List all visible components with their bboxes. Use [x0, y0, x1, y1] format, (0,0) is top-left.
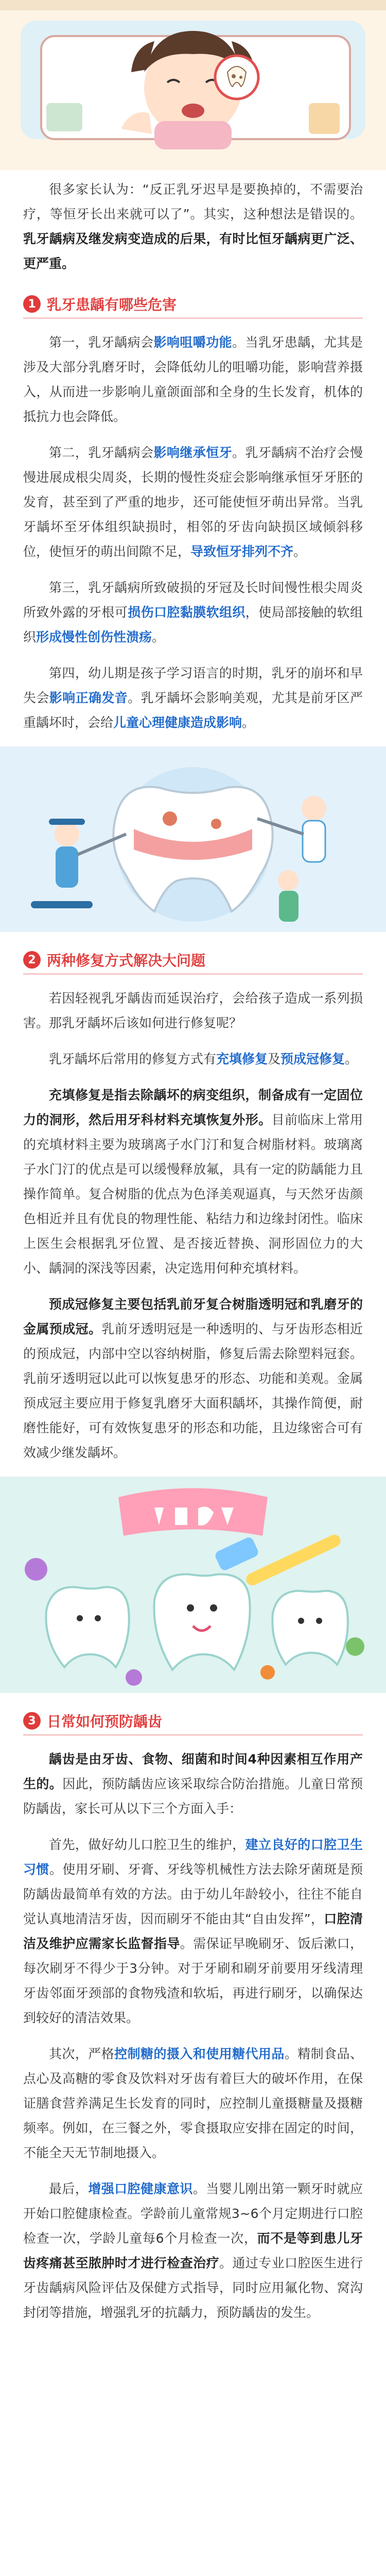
text: 。乳牙龋病不治疗会慢慢进展成根尖周炎，长期的慢性炎症会影响继承恒牙牙胚的发育，甚至到了严重的地步，还可能使恒牙萌出异常。当乳牙龋坏至牙体组织缺损时，相邻的牙齿向缺损区域倾斜移位，使恒牙的萌出间隙不足， [23, 445, 363, 559]
section-number-badge: 2 [23, 951, 41, 969]
intro-text: 很多家长认为：“反正乳牙迟早是要换掉的，不需要治疗，等恒牙长出来就可以了”。其实，这种想法是错误的。 [23, 182, 363, 222]
section-number-badge: 3 [23, 1712, 41, 1730]
highlight: 影响继承恒牙 [153, 445, 233, 460]
text: 第二，乳牙龋病会 [49, 445, 154, 460]
text: ，使局部接触的软组织 [23, 605, 363, 645]
repair-paragraph-3 [23, 1083, 363, 1281]
text: 因此，预防龋齿应该采取综合防治措施。儿童日常预防龋齿，家长可从以下三个方面入手： [23, 1776, 363, 1816]
text: 第三，乳牙龋病所致破损的牙冠及长时间慢性根尖周炎所致外露的牙根可 [23, 580, 363, 620]
prevention-paragraph-4 [23, 2177, 363, 2325]
highlight: 损伤口腔黏膜软组织 [128, 605, 245, 620]
intro-paragraph [23, 177, 363, 276]
text: 。乳牙龋坏会影响美观，尤其是前牙区严重龋坏时，会给 [23, 690, 363, 730]
text: 第四，幼儿期是孩子学习语言的时期，乳牙的崩坏和早失会 [23, 666, 363, 705]
text: 。 [345, 1052, 358, 1066]
section-number-badge: 1 [23, 295, 41, 313]
text: 。精制食品、点心及高糖的零食及饮料对牙齿有着巨大的破坏作用，在保证膳食营养满足生长发育的同时，应控制儿童摄糖量及摄糖频率。例如，在三餐之外，零食摄取应安排在固定的时间，不能全天无节制地摄入。 [23, 2046, 363, 2160]
text: 。通过专业口腔医生进行牙齿龋病风险评估及保健方式指导，同时应用氟化物、窝沟封闭等措施，增强乳牙的抗龋力，预防龋齿的发生。 [23, 2256, 363, 2320]
text: 。当婴儿刚出第一颗牙时就应开始口腔健康检查。学龄前儿童常规3~6个月定期进行口腔检查一次，学龄儿童每6个月检查一次， [23, 2181, 363, 2246]
highlight: 影响咀嚼功能 [153, 335, 233, 350]
text: 乳牙龋坏后常用的修复方式有 [49, 1052, 217, 1066]
harm-paragraph-4 [23, 661, 363, 735]
child-toothache-illustration [0, 0, 386, 170]
text: 第一，乳牙龋病会 [49, 335, 154, 350]
emphasis: 预成冠修复主要包括乳前牙复合树脂透明冠和乳磨牙的金属预成冠。 [23, 1297, 363, 1336]
text: 首先，做好幼儿口腔卫生的维护， [49, 1837, 245, 1852]
emphasis: 而不是等到患儿牙齿疼痛甚至脓肿时才进行检查治疗 [23, 2231, 363, 2270]
prevention-paragraph-2 [23, 1833, 363, 2030]
text: 。使用牙刷、牙膏、牙线等机械性方法去除牙菌斑是预防龋齿最简单有效的方法。由于幼儿年龄较小，往往不能自觉认真地清洁牙齿，因而刷牙不能由其“自由发挥”， [23, 1862, 363, 1926]
dentists-tooth-illustration [0, 747, 386, 932]
intro-emphasis: 乳牙龋病及继发病变造成的后果，有时比恒牙龋病更广泛、更严重。 [23, 231, 363, 271]
text: 。 [293, 544, 307, 559]
text: 其次，严格 [49, 2046, 115, 2061]
section-1-heading [23, 294, 363, 319]
highlight: 导致恒牙排列不齐 [190, 544, 294, 559]
highlight: 充填修复 [216, 1052, 268, 1066]
emphasis: 龋齿是由牙齿、食物、细菌和时间4种因素相互作用产生的。 [23, 1752, 363, 1791]
text: 最后， [49, 2181, 89, 2196]
text: 。 [152, 630, 165, 645]
prevention-paragraph-1 [23, 1747, 363, 1821]
text: 。需保证早晚刷牙、饭后漱口，每次刷牙不得少于3分钟。对于牙刷和刷牙前要用牙线清理牙齿邻面牙颈部的食物残渣和软垢，再进行刷牙，以确保达到较好的清洁效果。 [23, 1936, 363, 2025]
repair-paragraph-4 [23, 1292, 363, 1465]
repair-paragraph-1 [23, 986, 363, 1036]
harm-paragraph-3 [23, 575, 363, 650]
section-1-title: 乳牙患龋有哪些危害 [47, 296, 177, 313]
highlight: 形成慢性创伤性溃疡 [36, 630, 152, 645]
text: 。 [242, 715, 255, 730]
text: 。当乳牙患龋，尤其是涉及大部分乳磨牙时，会降低幼儿的咀嚼功能，影响营养摄入，从而进一步影响儿童颌面部和全身的生长发育，机体的抵抗力也会降低。 [23, 335, 363, 424]
section-2-title: 两种修复方式解决大问题 [47, 952, 206, 969]
highlight: 预成冠修复 [280, 1052, 345, 1066]
section-3-heading [23, 1710, 363, 1736]
repair-paragraph-2 [23, 1047, 363, 1072]
harm-paragraph-1 [23, 330, 363, 429]
highlight: 影响正确发音 [49, 690, 128, 705]
highlight: 建立良好的口腔卫生习惯 [23, 1837, 363, 1877]
prevention-paragraph-3 [23, 2042, 363, 2165]
emphasis: 口腔清洁及维护应需家长监督指导 [23, 1911, 363, 1951]
text: 乳前牙透明冠是一种透明的、与牙齿形态相近的预成冠，内部中空以容纳树脂，修复后需去除塑料冠套。乳前牙透明冠以此可以恢复患牙的形态、功能和美观。金属预成冠主要应用于修复乳磨牙大面积龋坏，其操作简便，耐磨性能好，可有效恢复患牙的形态和功能，且边缘密合可有效减少继发龋坏。 [23, 1321, 363, 1460]
highlight: 控制糖的摄入和使用糖代用品 [114, 2046, 285, 2061]
section-3-title: 日常如何预防龋齿 [47, 1713, 163, 1730]
text: 及 [268, 1052, 281, 1066]
emphasis: 充填修复是指去除龋坏的病变组织，制备成有一定固位力的洞形，然后用牙科材料充填恢复外形。 [23, 1088, 363, 1127]
section-2-heading [23, 950, 363, 975]
text: 目前临床上常用的充填材料主要为玻璃离子水门汀和复合树脂材料。玻璃离子水门汀的优点是可以缓慢释放氟，具有一定的防龋能力且操作简单。复合树脂的优点为色泽美观逼真，与天然牙齿颜色相近并且有优良的物理性能、粘结力和边缘封闭性。临床上医生会根据乳牙位置、是否接近替换、洞形固位力的大小、龋洞的深浅等因素，决定选用何种充填材料。 [23, 1112, 363, 1276]
highlight: 增强口腔健康意识 [88, 2181, 193, 2196]
harm-paragraph-2 [23, 440, 363, 564]
highlight: 儿童心理健康造成影响 [113, 715, 242, 730]
tooth-care-illustration [0, 1477, 386, 1693]
text: 若因轻视乳牙龋齿而延误治疗，会给孩子造成一系列损害。那乳牙龋坏后该如何进行修复呢？ [23, 991, 363, 1030]
